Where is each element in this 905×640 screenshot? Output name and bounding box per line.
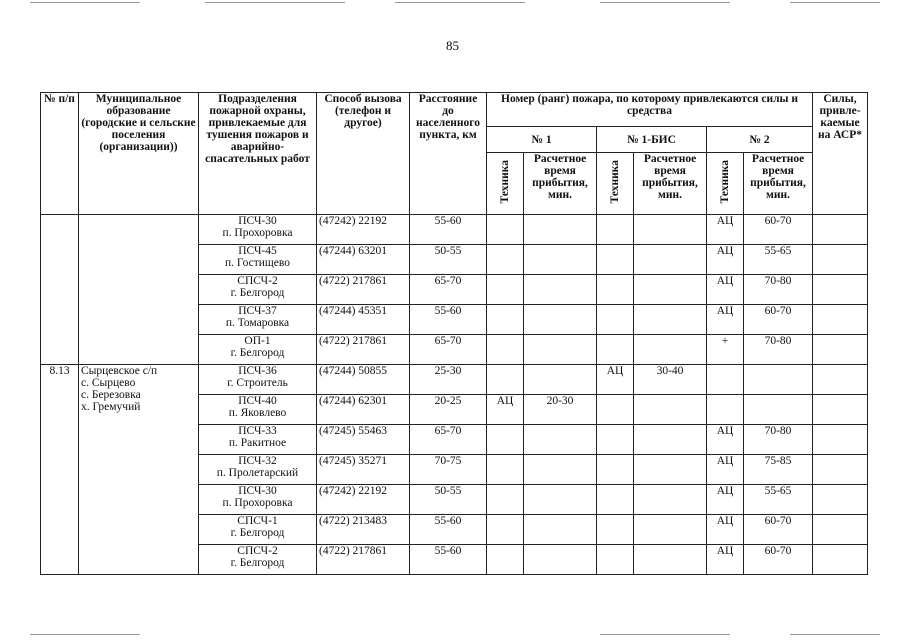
call-method-cell: (47245) 35271 [317, 455, 410, 485]
forces-asr-cell [813, 215, 868, 245]
table-row [41, 215, 868, 245]
time-rank2-cell: 55-65 [744, 485, 813, 515]
division-name: СПСЧ-1 [237, 515, 278, 527]
equipment-rank1bis-cell [597, 335, 634, 365]
forces-asr-cell [813, 485, 868, 515]
division-location: г. Белгород [230, 347, 285, 359]
municipality-line: х. Гремучий [81, 401, 141, 413]
division-name: СПСЧ-2 [237, 275, 278, 287]
municipality-line: с. Березовка [81, 389, 141, 401]
division-location: п. Ракитное [228, 437, 287, 449]
equipment-rank2-cell [707, 395, 744, 425]
time-rank1-cell [524, 515, 597, 545]
row-number-cell [41, 215, 79, 365]
call-method-cell: (4722) 217861 [317, 275, 410, 305]
header-forces-asr: Силы, привле-каемые на АСР* [813, 93, 868, 215]
header-rank-group: Номер (ранг) пожара, по которому привлекаются силы и средства [487, 93, 813, 127]
division-cell [199, 545, 317, 575]
municipality-line: Сырцевское с/п [81, 365, 158, 377]
municipality-cell [79, 215, 199, 365]
division-name: СПСЧ-2 [237, 545, 278, 557]
time-rank1-cell [524, 305, 597, 335]
distance-cell: 20-25 [410, 395, 487, 425]
equipment-rank2-cell: АЦ [707, 305, 744, 335]
time-rank1bis-cell [634, 545, 707, 575]
distance-cell: 55-60 [410, 215, 487, 245]
equipment-rank1-cell [487, 515, 524, 545]
equipment-rank2-cell: АЦ [707, 275, 744, 305]
equipment-rank1-cell [487, 215, 524, 245]
time-rank1-cell [524, 425, 597, 455]
division-location: п. Яковлево [228, 407, 287, 419]
equipment-rank1bis-cell [597, 455, 634, 485]
header-rank-1: № 1 [487, 127, 597, 153]
time-rank2-cell: 55-65 [744, 245, 813, 275]
division-location: г. Белгород [230, 287, 285, 299]
distance-cell: 65-70 [410, 425, 487, 455]
time-rank1bis-cell [634, 245, 707, 275]
call-method-cell: (47244) 63201 [317, 245, 410, 275]
equipment-rank2-cell: АЦ [707, 215, 744, 245]
distance-cell: 65-70 [410, 275, 487, 305]
equipment-rank1bis-cell [597, 485, 634, 515]
equipment-rank1bis-cell [597, 515, 634, 545]
time-rank1bis-cell [634, 425, 707, 455]
division-cell [199, 395, 317, 425]
equipment-rank1-cell [487, 485, 524, 515]
forces-asr-cell [813, 365, 868, 395]
division-name: ПСЧ-30 [238, 485, 277, 497]
equipment-rank1bis-cell [597, 215, 634, 245]
time-rank1-cell [524, 485, 597, 515]
time-rank1-cell [524, 275, 597, 305]
time-rank1bis-cell [634, 335, 707, 365]
division-location: п. Гостищево [225, 257, 290, 269]
division-name: ПСЧ-37 [238, 305, 277, 317]
equipment-rank1bis-cell [597, 425, 634, 455]
time-rank2-cell: 75-85 [744, 455, 813, 485]
call-method-cell: (47244) 50855 [317, 365, 410, 395]
time-rank1-cell: 20-30 [524, 395, 597, 425]
table-row [41, 365, 868, 395]
time-rank1-cell [524, 545, 597, 575]
time-rank1bis-cell [634, 455, 707, 485]
header-num: № п/п [41, 93, 79, 215]
distance-cell: 70-75 [410, 455, 487, 485]
time-rank1bis-cell: 30-40 [634, 365, 707, 395]
time-rank1-cell [524, 335, 597, 365]
forces-asr-cell [813, 305, 868, 335]
time-rank1bis-cell [634, 485, 707, 515]
header-rank-1bis: № 1-БИС [597, 127, 707, 153]
equipment-rank1bis-cell [597, 305, 634, 335]
call-method-cell: (47242) 22192 [317, 485, 410, 515]
time-rank2-cell: 60-70 [744, 515, 813, 545]
distance-cell: 25-30 [410, 365, 487, 395]
division-cell [199, 335, 317, 365]
header-rank-2: № 2 [707, 127, 813, 153]
division-location: г. Белгород [230, 527, 285, 539]
forces-asr-cell [813, 395, 868, 425]
time-rank2-cell: 60-70 [744, 305, 813, 335]
division-location: п. Прохоровка [222, 227, 293, 239]
equipment-rank1bis-cell [597, 395, 634, 425]
forces-asr-cell [813, 455, 868, 485]
equipment-rank2-cell: АЦ [707, 545, 744, 575]
equipment-rank1-cell [487, 275, 524, 305]
header-time-rank1: Расчетное время прибытия, мин. [524, 153, 597, 215]
equipment-rank1bis-cell [597, 245, 634, 275]
forces-asr-cell [813, 515, 868, 545]
call-method-cell: (4722) 217861 [317, 335, 410, 365]
time-rank1bis-cell [634, 515, 707, 545]
municipality-line: с. Сырцево [81, 377, 136, 389]
equipment-rank1-cell [487, 455, 524, 485]
equipment-rank1-cell [487, 365, 524, 395]
call-method-cell: (4722) 217861 [317, 545, 410, 575]
division-cell [199, 275, 317, 305]
time-rank1bis-cell [634, 215, 707, 245]
equipment-rank1-cell: АЦ [487, 395, 524, 425]
division-cell [199, 425, 317, 455]
division-location: п. Томаровка [225, 317, 290, 329]
header-division: Подразделения пожарной охраны, привлекаемые для тушения пожаров и аварийно-спасательных работ [199, 93, 317, 215]
header-equipment-rank1: Техника [487, 153, 524, 215]
distance-cell: 55-60 [410, 515, 487, 545]
equipment-rank1bis-cell [597, 275, 634, 305]
equipment-rank2-cell: АЦ [707, 515, 744, 545]
division-name: ПСЧ-33 [238, 425, 277, 437]
distance-cell: 55-60 [410, 305, 487, 335]
division-location: п. Пролетарский [216, 467, 299, 479]
division-location: п. Прохоровка [222, 497, 293, 509]
distance-cell: 65-70 [410, 335, 487, 365]
equipment-rank1-cell [487, 425, 524, 455]
call-method-cell: (47242) 22192 [317, 215, 410, 245]
equipment-rank2-cell: АЦ [707, 425, 744, 455]
call-method-cell: (47244) 45351 [317, 305, 410, 335]
forces-asr-cell [813, 335, 868, 365]
forces-asr-cell [813, 245, 868, 275]
division-name: ПСЧ-32 [238, 455, 277, 467]
time-rank2-cell: 70-80 [744, 275, 813, 305]
time-rank2-cell: 70-80 [744, 425, 813, 455]
header-time-rank2: Расчетное время прибытия, мин. [744, 153, 813, 215]
page-number: 85 [446, 38, 459, 53]
distance-cell: 50-55 [410, 245, 487, 275]
division-cell [199, 365, 317, 395]
division-cell [199, 485, 317, 515]
time-rank1-cell [524, 245, 597, 275]
equipment-rank1bis-cell: АЦ [597, 365, 634, 395]
equipment-rank1bis-cell [597, 545, 634, 575]
time-rank1-cell [524, 455, 597, 485]
municipality-cell [79, 365, 199, 575]
equipment-rank2-cell [707, 365, 744, 395]
forces-asr-cell [813, 275, 868, 305]
division-name: ПСЧ-40 [238, 395, 277, 407]
header-equipment-rank1bis: Техника [597, 153, 634, 215]
division-cell [199, 245, 317, 275]
equipment-rank1-cell [487, 305, 524, 335]
header-municipality: Муниципальное образование (городские и сельские поселения (организации)) [79, 93, 199, 215]
division-location: г. Белгород [230, 557, 285, 569]
distance-cell: 55-60 [410, 545, 487, 575]
time-rank1bis-cell [634, 275, 707, 305]
equipment-rank2-cell: АЦ [707, 455, 744, 485]
call-method-cell: (47245) 55463 [317, 425, 410, 455]
equipment-rank2-cell: АЦ [707, 245, 744, 275]
header-distance: Расстояние до населенного пункта, км [410, 93, 487, 215]
division-name: ПСЧ-30 [238, 215, 277, 227]
call-method-cell: (4722) 213483 [317, 515, 410, 545]
fire-forces-table [40, 92, 868, 575]
time-rank1bis-cell [634, 395, 707, 425]
time-rank1-cell [524, 215, 597, 245]
equipment-rank2-cell: АЦ [707, 485, 744, 515]
header-equipment-rank2: Техника [707, 153, 744, 215]
time-rank1bis-cell [634, 305, 707, 335]
time-rank2-cell: 60-70 [744, 545, 813, 575]
division-cell [199, 455, 317, 485]
header-time-rank1bis: Расчетное время прибытия, мин. [634, 153, 707, 215]
division-name: ПСЧ-45 [238, 245, 277, 257]
equipment-rank1-cell [487, 545, 524, 575]
equipment-rank2-cell: + [707, 335, 744, 365]
division-location: г. Строитель [227, 377, 288, 389]
time-rank2-cell: 60-70 [744, 215, 813, 245]
forces-asr-cell [813, 425, 868, 455]
time-rank2-cell [744, 395, 813, 425]
time-rank2-cell [744, 365, 813, 395]
division-cell [199, 215, 317, 245]
equipment-rank1-cell [487, 335, 524, 365]
time-rank1-cell [524, 365, 597, 395]
equipment-rank1-cell [487, 245, 524, 275]
distance-cell: 50-55 [410, 485, 487, 515]
time-rank2-cell: 70-80 [744, 335, 813, 365]
division-name: ОП-1 [244, 335, 271, 347]
division-name: ПСЧ-36 [238, 365, 277, 377]
division-cell [199, 305, 317, 335]
header-call-method: Способ вызова (телефон и другое) [317, 93, 410, 215]
division-cell [199, 515, 317, 545]
forces-asr-cell [813, 545, 868, 575]
call-method-cell: (47244) 62301 [317, 395, 410, 425]
row-number-cell: 8.13 [41, 365, 79, 575]
